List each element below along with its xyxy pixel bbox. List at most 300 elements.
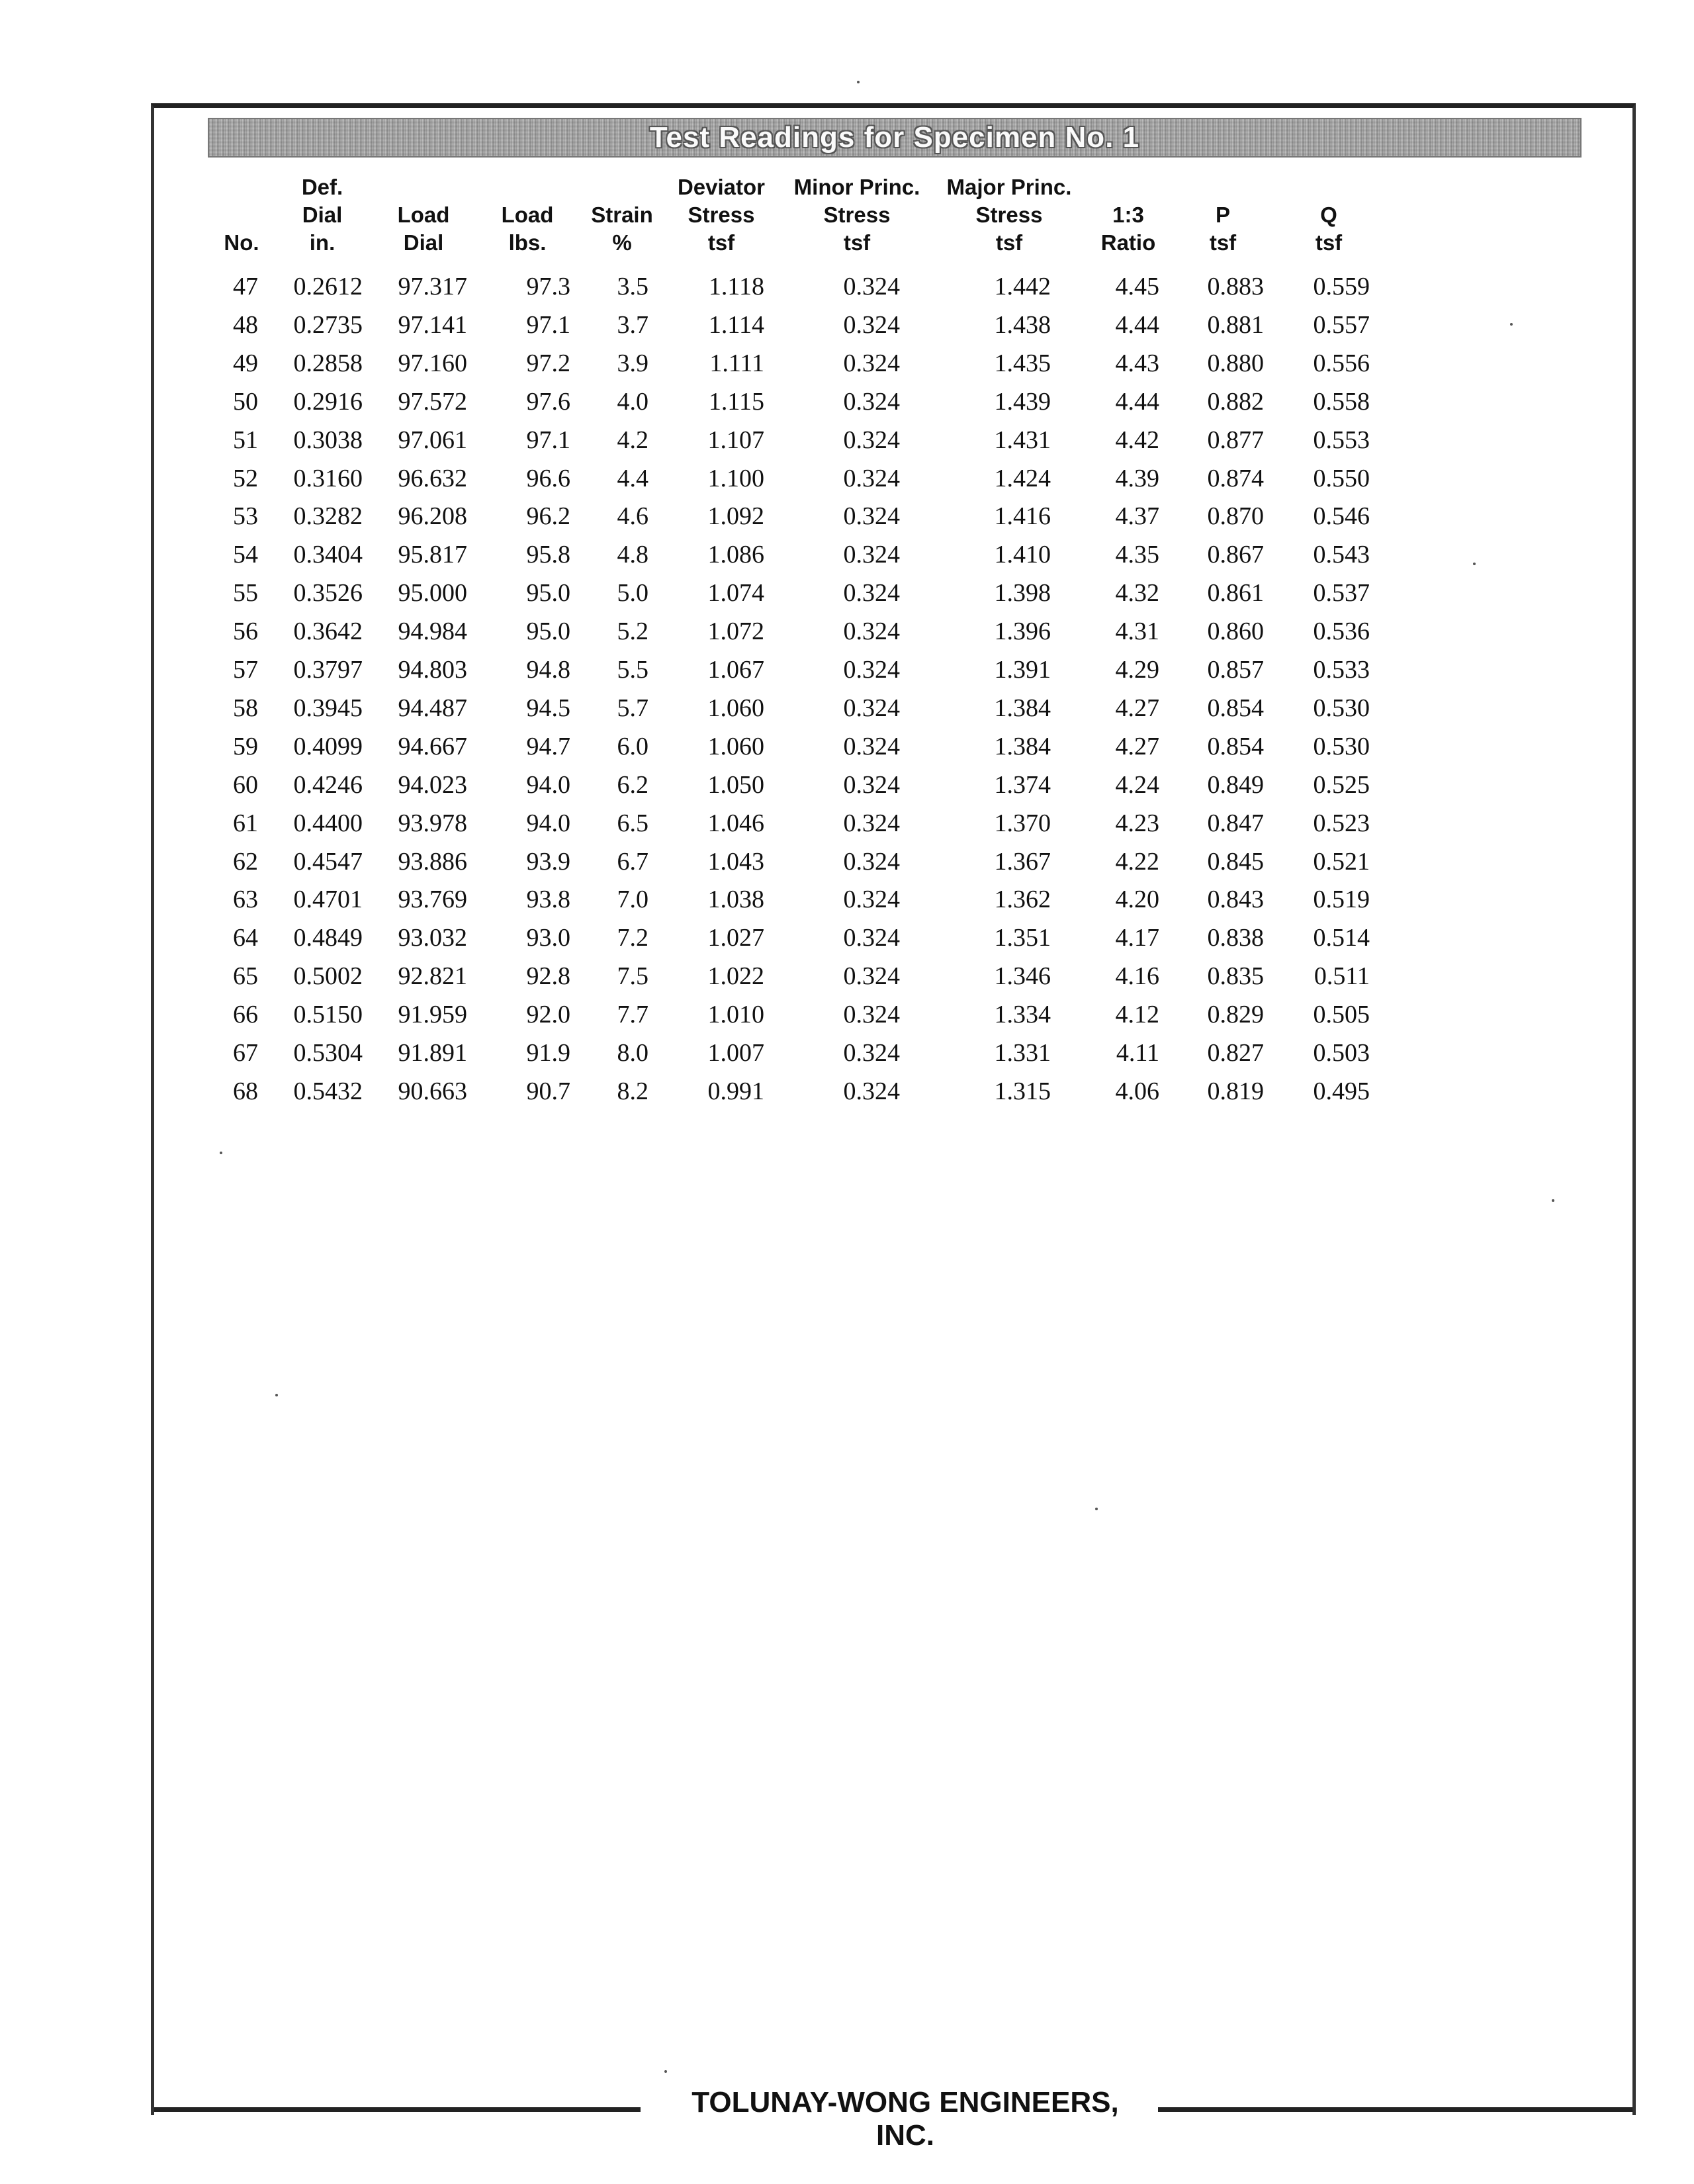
table-cell: 0.4849 [293, 924, 363, 952]
table-cell: 94.803 [398, 656, 467, 684]
table-cell: 0.550 [1313, 464, 1370, 492]
table-cell: 0.324 [843, 1001, 900, 1029]
table-cell: 0.324 [843, 809, 900, 837]
table-cell: 8.2 [617, 1077, 648, 1105]
table-cell: 92.8 [526, 962, 570, 991]
table-cell: 0.4701 [293, 886, 363, 914]
table-cell: 0.5304 [293, 1039, 363, 1067]
table-cell: 1.118 [708, 273, 764, 300]
table-cell: 0.324 [843, 732, 900, 760]
table-cell: 0.495 [1313, 1077, 1370, 1105]
table-cell: 0.324 [843, 656, 900, 684]
table-cell: 0.324 [843, 349, 900, 377]
table-cell: 0.5432 [293, 1077, 363, 1105]
table-cell: 0.556 [1313, 349, 1370, 377]
table-cell: 1.050 [707, 770, 764, 799]
table-cell: 0.880 [1207, 349, 1264, 377]
table-cell: 1.067 [707, 656, 764, 684]
table-row [0, 1072, 1694, 1111]
column-header-line: tsf [995, 230, 1023, 255]
table-cell: 93.8 [526, 886, 570, 914]
table-cell: 0.5150 [293, 1001, 363, 1029]
table-cell: 94.0 [526, 809, 570, 837]
table-cell: 1.362 [994, 886, 1051, 914]
table-row [0, 919, 1694, 957]
table-cell: 4.42 [1115, 426, 1159, 454]
table-cell: 93.032 [398, 924, 467, 952]
footer-rule-right [1158, 2107, 1636, 2112]
table-cell: 1.351 [994, 924, 1051, 952]
table-cell: 1.410 [994, 541, 1051, 569]
table-cell: 94.487 [398, 694, 467, 722]
table-cell: 0.3642 [293, 617, 363, 646]
table-cell: 0.2916 [293, 387, 363, 416]
table-cell: 96.632 [398, 464, 467, 492]
table-cell: 1.100 [707, 464, 764, 492]
table-cell: 1.391 [994, 656, 1051, 684]
table-row [0, 459, 1694, 498]
table-cell: 4.12 [1115, 1001, 1159, 1029]
scan-speck [1552, 1199, 1554, 1202]
page-title: Test Readings for Specimen No. 1 [649, 121, 1140, 154]
table-cell: 97.1 [526, 310, 570, 339]
table-cell: 4.17 [1115, 924, 1159, 952]
table-cell: 3.9 [617, 349, 648, 377]
table-cell: 7.2 [617, 924, 648, 952]
table-cell: 51 [233, 426, 258, 454]
column-header-line: 1:3 [1112, 203, 1144, 227]
table-cell: 0.324 [843, 426, 900, 454]
table-cell: 0.324 [843, 847, 900, 876]
table-cell: 0.559 [1313, 273, 1370, 300]
table-cell: 0.4400 [293, 809, 363, 837]
table-cell: 4.32 [1115, 579, 1159, 608]
table-cell: 0.511 [1314, 962, 1370, 991]
table-cell: 4.4 [617, 464, 648, 492]
table-cell: 93.886 [398, 847, 467, 876]
table-cell: 0.881 [1207, 310, 1264, 339]
table-cell: 0.519 [1313, 886, 1370, 914]
table-cell: 97.3 [526, 273, 570, 300]
table-cell: 62 [233, 847, 258, 876]
frame-corner-right [1632, 2085, 1636, 2115]
column-header-line: Dial [403, 230, 444, 255]
table-cell: 1.007 [707, 1039, 764, 1067]
table-cell: 58 [233, 694, 258, 722]
table-cell: 1.072 [707, 617, 764, 646]
table-cell: 92.821 [398, 962, 467, 991]
table-cell: 0.874 [1207, 464, 1264, 492]
table-cell: 0.530 [1313, 732, 1370, 760]
table-cell: 94.5 [526, 694, 570, 722]
table-cell: 0.877 [1207, 426, 1264, 454]
table-cell: 0.324 [843, 310, 900, 339]
table-cell: 6.7 [617, 847, 648, 876]
table-cell: 1.060 [707, 732, 764, 760]
table-cell: 97.160 [398, 349, 467, 377]
table-cell: 0.523 [1313, 809, 1370, 837]
table-cell: 1.439 [994, 387, 1051, 416]
table-cell: 0.860 [1207, 617, 1264, 646]
table-cell: 0.2858 [293, 349, 363, 377]
table-cell: 91.891 [398, 1039, 467, 1067]
table-cell: 0.3797 [293, 656, 363, 684]
table-cell: 0.546 [1313, 502, 1370, 531]
table-cell: 64 [233, 924, 258, 952]
table-cell: 6.0 [617, 732, 648, 760]
table-cell: 66 [233, 1001, 258, 1029]
column-header-line: % [612, 230, 632, 255]
table-cell: 95.8 [526, 541, 570, 569]
table-row [0, 306, 1694, 344]
table-cell: 1.334 [994, 1001, 1051, 1029]
table-cell: 61 [233, 809, 258, 837]
table-cell: 0.854 [1207, 694, 1264, 722]
table-cell: 94.7 [526, 732, 570, 760]
table-cell: 0.857 [1207, 656, 1264, 684]
table-cell: 4.39 [1115, 464, 1159, 492]
table-cell: 4.6 [617, 502, 648, 531]
footer-rule-left [151, 2107, 641, 2112]
scan-speck [664, 2070, 667, 2073]
table-cell: 4.22 [1115, 847, 1159, 876]
table-cell: 96.208 [398, 502, 467, 531]
table-cell: 8.0 [617, 1039, 648, 1067]
table-cell: 0.5002 [293, 962, 363, 991]
table-cell: 0.324 [843, 1077, 900, 1105]
table-cell: 0.553 [1313, 426, 1370, 454]
column-header-line: in. [309, 230, 335, 255]
table-cell: 0.829 [1207, 1001, 1264, 1029]
table-cell: 1.074 [707, 579, 764, 608]
table-cell: 4.2 [617, 426, 648, 454]
table-cell: 0.882 [1207, 387, 1264, 416]
column-header [1229, 173, 1428, 257]
table-cell: 3.7 [617, 310, 648, 339]
table-cell: 1.398 [994, 579, 1051, 608]
table-cell: 0.883 [1207, 273, 1264, 300]
table-cell: 0.324 [843, 502, 900, 531]
table-cell: 0.503 [1313, 1039, 1370, 1067]
table-cell: 7.7 [617, 1001, 648, 1029]
table-row [0, 995, 1694, 1034]
table-cell: 6.2 [617, 770, 648, 799]
table-cell: 0.4246 [293, 770, 363, 799]
table-cell: 0.530 [1313, 694, 1370, 722]
table-cell: 54 [233, 541, 258, 569]
table-cell: 4.44 [1115, 310, 1159, 339]
table-cell: 1.027 [707, 924, 764, 952]
table-cell: 1.010 [707, 1001, 764, 1029]
table-row [0, 880, 1694, 919]
table-cell: 0.324 [843, 541, 900, 569]
table-row [0, 383, 1694, 421]
table-cell: 95.0 [526, 617, 570, 646]
column-header-line: tsf [843, 230, 871, 255]
table-cell: 0.3160 [293, 464, 363, 492]
table-cell: 1.346 [994, 962, 1051, 991]
table-cell: 0.3404 [293, 541, 363, 569]
table-cell: 97.317 [398, 273, 467, 300]
table-cell: 1.331 [994, 1039, 1051, 1067]
column-header-line: Dial [302, 203, 343, 227]
table-cell: 0.870 [1207, 502, 1264, 531]
table-cell: 4.35 [1115, 541, 1159, 569]
table-cell: 4.0 [617, 387, 648, 416]
table-cell: 94.0 [526, 770, 570, 799]
scan-speck [1510, 323, 1513, 326]
table-cell: 65 [233, 962, 258, 991]
table-cell: 1.060 [707, 694, 764, 722]
column-header-line: No. [224, 230, 259, 255]
table-cell: 96.2 [526, 502, 570, 531]
table-cell: 4.24 [1115, 770, 1159, 799]
table-cell: 5.7 [617, 694, 648, 722]
table-cell: 1.435 [994, 349, 1051, 377]
table-cell: 60 [233, 770, 258, 799]
table-cell: 94.8 [526, 656, 570, 684]
table-cell: 1.396 [994, 617, 1051, 646]
table-row [0, 497, 1694, 535]
table-cell: 0.324 [843, 617, 900, 646]
table-cell: 94.667 [398, 732, 467, 760]
table-cell: 0.838 [1207, 924, 1264, 952]
table-cell: 4.23 [1115, 809, 1159, 837]
table-row [0, 689, 1694, 727]
column-header-line: P [1215, 203, 1230, 227]
table-cell: 0.537 [1313, 579, 1370, 608]
table-row [0, 535, 1694, 574]
table-cell: 1.384 [994, 694, 1051, 722]
table-cell: 0.324 [843, 273, 900, 300]
table-cell: 0.4547 [293, 847, 363, 876]
table-cell: 0.525 [1313, 770, 1370, 799]
table-cell: 1.384 [994, 732, 1051, 760]
table-cell: 0.3526 [293, 579, 363, 608]
table-cell: 1.115 [708, 387, 764, 416]
title-bar [208, 118, 1582, 158]
column-header-line: Deviator [677, 175, 766, 199]
table-cell: 68 [233, 1077, 258, 1105]
table-cell: 93.9 [526, 847, 570, 876]
table-cell: 0.819 [1207, 1077, 1264, 1105]
table-cell: 0.3038 [293, 426, 363, 454]
column-header-line: tsf [1315, 230, 1343, 255]
table-row [0, 804, 1694, 842]
table-cell: 4.45 [1115, 273, 1159, 300]
table-row [0, 612, 1694, 651]
table-cell: 5.5 [617, 656, 648, 684]
table-cell: 97.572 [398, 387, 467, 416]
table-cell: 4.31 [1115, 617, 1159, 646]
column-header-line: Major Princ. [946, 175, 1072, 199]
table-cell: 0.845 [1207, 847, 1264, 876]
table-cell: 1.046 [707, 809, 764, 837]
table-cell: 4.43 [1115, 349, 1159, 377]
table-row [0, 766, 1694, 804]
table-cell: 1.370 [994, 809, 1051, 837]
column-header-line: Ratio [1100, 230, 1156, 255]
table-cell: 6.5 [617, 809, 648, 837]
table-cell: 0.324 [843, 579, 900, 608]
table-cell: 0.558 [1313, 387, 1370, 416]
table-cell: 0.324 [843, 694, 900, 722]
table-cell: 94.984 [398, 617, 467, 646]
table-cell: 0.867 [1207, 541, 1264, 569]
table-cell: 53 [233, 502, 258, 531]
table-cell: 0.324 [843, 464, 900, 492]
table-cell: 1.416 [994, 502, 1051, 531]
table-cell: 5.2 [617, 617, 648, 646]
table-cell: 0.505 [1313, 1001, 1370, 1029]
scan-speck [275, 1394, 278, 1396]
table-cell: 97.061 [398, 426, 467, 454]
table-row [0, 574, 1694, 612]
table-row [0, 651, 1694, 689]
column-header-line: Load [397, 203, 450, 227]
table-cell: 50 [233, 387, 258, 416]
table-cell: 1.086 [707, 541, 764, 569]
table-row [0, 957, 1694, 995]
footer [151, 2078, 1636, 2152]
table-cell: 91.9 [526, 1039, 570, 1067]
table-cell: 0.536 [1313, 617, 1370, 646]
table-cell: 90.663 [398, 1077, 467, 1105]
table-cell: 0.514 [1313, 924, 1370, 952]
table-cell: 0.2612 [293, 273, 363, 300]
table-cell: 96.6 [526, 464, 570, 492]
table-cell: 97.2 [526, 349, 570, 377]
column-header-line: Stress [823, 203, 891, 227]
table-cell: 0.849 [1207, 770, 1264, 799]
table-cell: 56 [233, 617, 258, 646]
table-cell: 4.8 [617, 541, 648, 569]
table-cell: 0.861 [1207, 579, 1264, 608]
table-cell: 4.27 [1115, 732, 1159, 760]
table-cell: 1.092 [707, 502, 764, 531]
table-cell: 1.431 [994, 426, 1051, 454]
table-cell: 4.11 [1116, 1039, 1159, 1067]
table-row [0, 344, 1694, 383]
table-cell: 0.991 [707, 1077, 764, 1105]
company-name: TOLUNAY-WONG ENGINEERS, INC. [691, 2086, 1119, 2152]
table-cell: 0.835 [1207, 962, 1264, 991]
table-cell: 95.817 [398, 541, 467, 569]
scan-speck [220, 1152, 222, 1154]
column-header-line: tsf [1209, 230, 1237, 255]
table-cell: 57 [233, 656, 258, 684]
table-cell: 1.038 [707, 886, 764, 914]
table-row [0, 1034, 1694, 1072]
table-cell: 1.315 [994, 1077, 1051, 1105]
scan-speck [1473, 563, 1476, 565]
frame-corner-left [151, 2085, 154, 2115]
column-header-line: Def. [301, 175, 343, 199]
table-cell: 1.022 [707, 962, 764, 991]
table-cell: 95.0 [526, 579, 570, 608]
table-row [0, 421, 1694, 459]
table-cell: 95.000 [398, 579, 467, 608]
table-cell: 97.141 [398, 310, 467, 339]
table-cell: 0.324 [843, 387, 900, 416]
column-header-line [1229, 173, 1428, 201]
table-cell: 52 [233, 464, 258, 492]
table-cell: 7.5 [617, 962, 648, 991]
table-cell: 97.1 [526, 426, 570, 454]
table-cell: 63 [233, 886, 258, 914]
table-cell: 0.557 [1313, 310, 1370, 339]
table-cell: 0.543 [1313, 541, 1370, 569]
table-cell: 3.5 [617, 273, 648, 300]
table-cell: 0.324 [843, 924, 900, 952]
column-header-line: Stress [975, 203, 1043, 227]
table-cell: 0.324 [843, 770, 900, 799]
table-cell: 0.533 [1313, 656, 1370, 684]
table-cell: 1.374 [994, 770, 1051, 799]
table-cell: 0.843 [1207, 886, 1264, 914]
table-cell: 49 [233, 349, 258, 377]
table-cell: 1.111 [709, 349, 764, 377]
table-cell: 0.3945 [293, 694, 363, 722]
table-cell: 92.0 [526, 1001, 570, 1029]
table-cell: 1.424 [994, 464, 1051, 492]
scan-speck [1095, 1508, 1098, 1510]
column-header-line: Minor Princ. [793, 175, 920, 199]
table-cell: 4.37 [1115, 502, 1159, 531]
scan-speck [857, 81, 860, 83]
table-row [0, 727, 1694, 766]
table-cell: 90.7 [526, 1077, 570, 1105]
table-cell: 97.6 [526, 387, 570, 416]
table-cell: 93.769 [398, 886, 467, 914]
table-cell: 0.2735 [293, 310, 363, 339]
table-cell: 59 [233, 732, 258, 760]
table-cell: 1.043 [707, 847, 764, 876]
table-cell: 0.3282 [293, 502, 363, 531]
table-cell: 7.0 [617, 886, 648, 914]
table-cell: 1.367 [994, 847, 1051, 876]
table-cell: 0.847 [1207, 809, 1264, 837]
table-cell: 0.324 [843, 962, 900, 991]
table-cell: 1.107 [707, 426, 764, 454]
table-cell: 47 [233, 273, 258, 300]
table-cell: 4.06 [1115, 1077, 1159, 1105]
column-header-line: Strain [591, 203, 653, 227]
column-header-line: Q [1320, 203, 1337, 227]
table-cell: 4.16 [1115, 962, 1159, 991]
table-cell: 1.438 [994, 310, 1051, 339]
table-cell: 0.854 [1207, 732, 1264, 760]
table-cell: 4.44 [1115, 387, 1159, 416]
column-header-line: Load [501, 203, 554, 227]
column-header-line: Stress [688, 203, 755, 227]
table-cell: 1.442 [994, 273, 1051, 300]
table-cell: 93.978 [398, 809, 467, 837]
table-cell: 48 [233, 310, 258, 339]
column-header-line: lbs. [508, 230, 547, 255]
table-cell: 91.959 [398, 1001, 467, 1029]
table-row [0, 842, 1694, 881]
table-cell: 4.20 [1115, 886, 1159, 914]
table-row [0, 267, 1694, 306]
table-cell: 0.4099 [293, 732, 363, 760]
column-header-line: tsf [707, 230, 735, 255]
table-cell: 4.27 [1115, 694, 1159, 722]
table-cell: 1.114 [708, 310, 764, 339]
table-cell: 94.023 [398, 770, 467, 799]
table-cell: 93.0 [526, 924, 570, 952]
table-cell: 0.827 [1207, 1039, 1264, 1067]
